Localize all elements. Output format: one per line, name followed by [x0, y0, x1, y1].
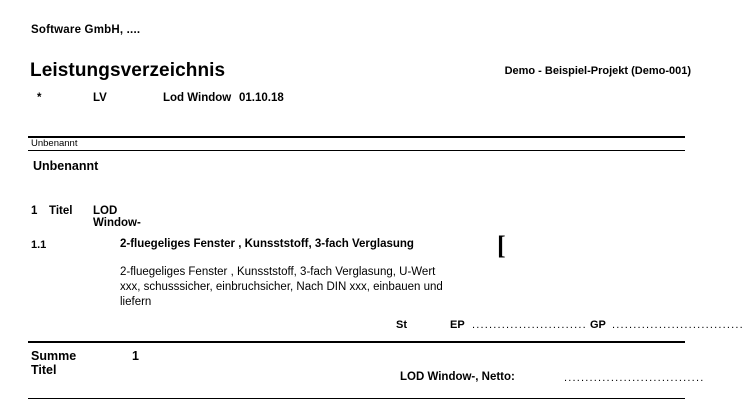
company-line: Software GmbH, ....	[31, 24, 141, 36]
band-label: Unbenannt	[31, 138, 78, 149]
ep-label: EP	[450, 319, 465, 331]
divider-summary	[28, 341, 685, 343]
divider-band	[28, 150, 685, 151]
meta-star: *	[37, 92, 42, 104]
divider-bottom	[28, 398, 685, 399]
section-title: Unbenannt	[33, 159, 99, 173]
summary-number: 1	[132, 349, 139, 363]
meta-date: 01.10.18	[239, 92, 284, 104]
meta-lv: LV	[93, 92, 107, 104]
summary-label: Summe Titel	[31, 349, 77, 377]
position-short-text: 2-fluegeliges Fenster , Kunsststoff, 3-fach Verglasung	[120, 238, 414, 250]
page-title: Leistungsverzeichnis	[30, 60, 226, 81]
ep-input-dots[interactable]: ...........................	[472, 319, 587, 331]
meta-lod-window: Lod Window	[163, 92, 232, 104]
divider-top	[28, 136, 685, 138]
netto-input-dots[interactable]: .................................	[564, 372, 705, 384]
bracket-marker-icon: [	[497, 231, 506, 260]
project-label: Demo - Beispiel-Projekt (Demo-001)	[504, 65, 691, 77]
netto-label: LOD Window-, Netto:	[400, 371, 515, 383]
unit-label: St	[396, 319, 407, 331]
position-long-text: 2-fluegeliges Fenster , Kunsststoff, 3-fach Verglasung, U-Wert xxx, schusssicher, einbruchsicher, Nach DIN xxx, einbauen und liefern	[120, 266, 443, 308]
gp-label: GP	[590, 319, 606, 331]
title-number: 1	[31, 205, 38, 217]
title-keyword: Titel	[49, 205, 73, 217]
price-line	[0, 319, 744, 335]
gp-input-dots[interactable]: ...............................	[612, 319, 744, 331]
position-number: 1.1	[31, 239, 47, 251]
title-name: LOD Window-	[93, 205, 141, 229]
